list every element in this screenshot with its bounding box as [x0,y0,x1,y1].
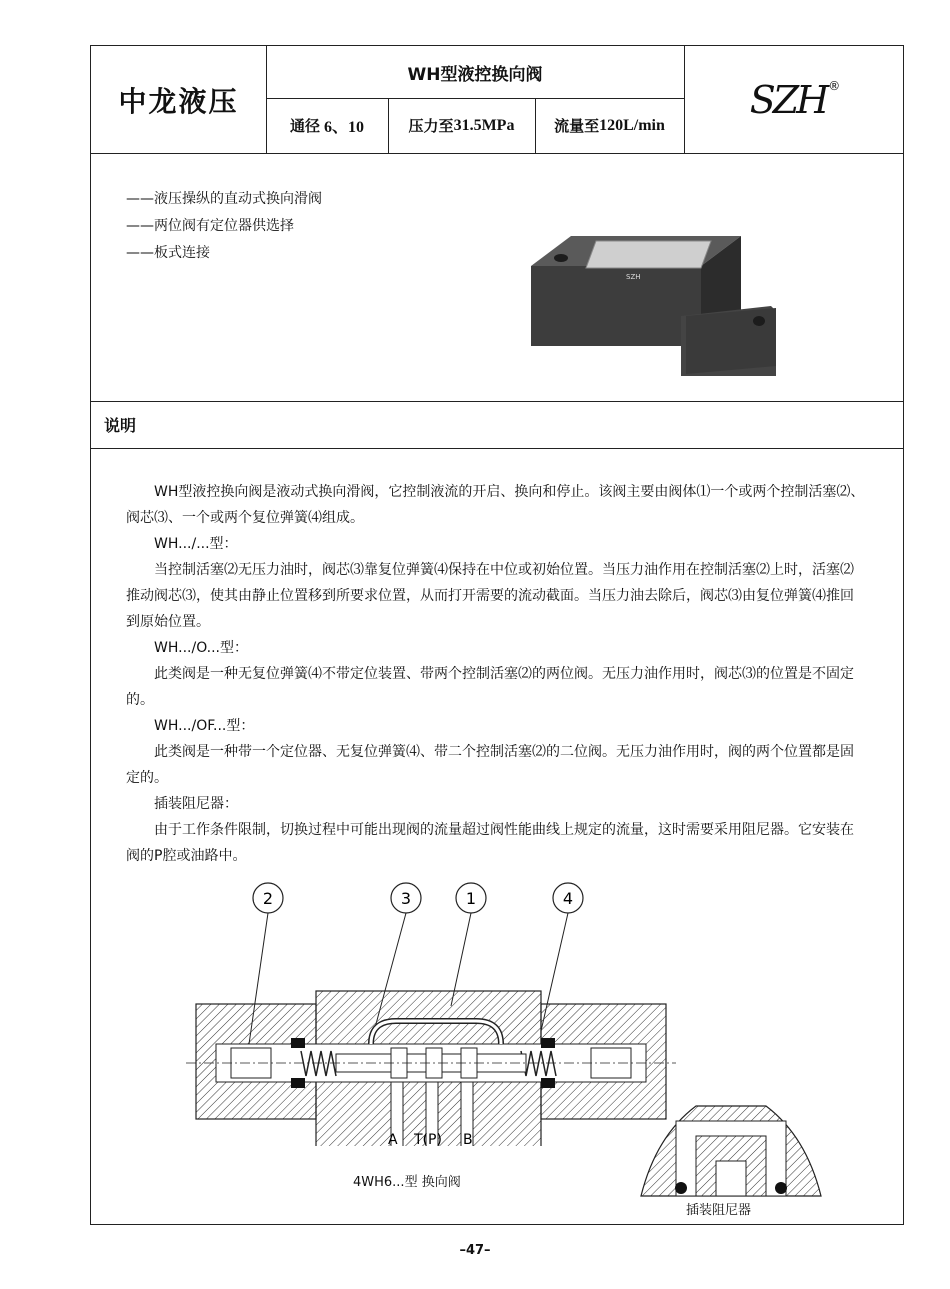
registered-mark: ® [828,78,841,93]
damper-detail [636,1066,826,1201]
svg-text:3: 3 [400,889,412,908]
desc-subtitle: WH.../...型： [154,536,238,552]
description [126,479,866,869]
spec-diameter-value: 6、10 [324,119,365,136]
company-name: 中龙液压 [118,84,239,118]
feature-item: ——两位阀有定位器供选择 [126,218,294,234]
page-frame [90,45,904,1225]
spec-pressure-value: 31.5MPa [453,116,515,134]
callout-1 [451,883,486,1006]
features-divider [91,401,903,402]
product-image [521,196,781,376]
desc-paragraph: 此类阀是一种无复位弹簧⑷不带定位装置、带两个控制活塞⑵的两位阀。无压力油作用时，阀芯⑶的位置是不固定的。 [126,666,854,708]
spec-pressure-label: 压力至 [408,117,454,135]
spec-diameter [266,98,388,153]
desc-subtitle: WH.../OF...型： [154,718,255,734]
damper-caption: 插装阻尼器 [686,1203,752,1218]
page-number: –47– [459,1243,491,1258]
desc-subtitle: WH.../O...型： [154,640,248,656]
header-divider [91,153,903,154]
spec-flow [535,98,684,153]
desc-paragraph: 当控制活塞⑵无压力油时，阀芯⑶靠复位弹簧⑷保持在中位或初始位置。当压力油作用在控制活塞⑵上时，活塞⑵推动阀芯⑶，使其由静止位置移到所要求位置，从而打开需要的流动截面。当压力油去除后，阀芯⑶由复位弹簧⑷推回到原始位置。 [126,562,854,630]
spec-diameter-label: 通径 [289,117,320,135]
svg-text:4: 4 [562,889,574,908]
logo-text: SZH [749,77,827,122]
section-title: 说明 [104,416,137,435]
page-title: WH型液控换向阀 [407,64,543,85]
section-divider [91,448,903,449]
desc-paragraph: WH型液控换向阀是液动式换向滑阀，它控制液流的开启、换向和停止。该阀主要由阀体⑴一个或两个控制活塞⑵、阀芯⑶、一个或两个复位弹簧⑷组成。 [126,484,865,526]
spec-flow-value: 120L/min [599,116,665,134]
port-a: A [388,1132,398,1146]
spec-pressure [388,98,535,153]
spec-flow-label: 流量至 [554,117,600,135]
port-b: B [463,1132,473,1146]
product-label: SZH [626,273,641,281]
desc-paragraph: 由于工作条件限制，切换过程中可能出现阀的流量超过阀性能曲线上规定的流量，这时需要采用阻尼器。它安装在阀的P腔或油路中。 [126,822,854,864]
feature-list [126,186,322,267]
feature-item: ——板式连接 [126,245,210,261]
svg-text:2: 2 [262,889,274,908]
port-tp: T(P) [414,1132,442,1146]
svg-text:1: 1 [465,889,477,908]
feature-item: ——液压操纵的直动式换向滑阀 [126,191,322,207]
desc-paragraph: 此类阀是一种带一个定位器、无复位弹簧⑷、带二个控制活塞⑵的二位阀。无压力油作用时，阀的两个位置都是固定的。 [126,744,854,786]
valve-cross-section [186,876,676,1146]
desc-subtitle: 插装阻尼器： [154,796,238,812]
brand-logo [684,46,904,153]
diagram-caption: 4WH6...型 换向阀 [353,1175,461,1190]
